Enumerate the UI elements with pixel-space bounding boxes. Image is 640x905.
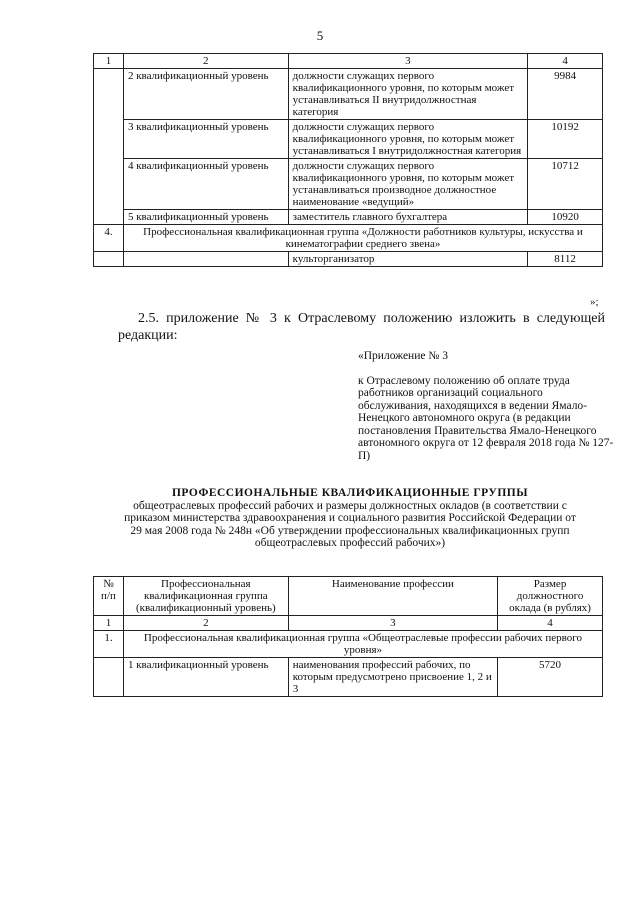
paragraph-text: 2.5. приложение № 3 к Отраслевому положению изложить в следующей редакции: xyxy=(118,311,605,343)
worker-salary-table xyxy=(93,576,603,697)
positions-cell: должности служащих первого квалификационного уровня, по которым может устанавливаться I внутридолжностная категория xyxy=(288,120,527,159)
level-cell xyxy=(123,252,288,267)
column-headers-row xyxy=(94,577,603,616)
salary-cell: 8112 xyxy=(528,252,603,267)
column-header: № п/п xyxy=(94,577,124,616)
closing-quote: »; xyxy=(590,296,599,308)
appendix-reference xyxy=(358,350,618,462)
positions-cell: должности служащих первого квалификационного уровня, по которым может устанавливаться производное должностное наименование «ведущий» xyxy=(288,159,527,210)
positions-cell: заместитель главного бухгалтера xyxy=(288,210,527,225)
level-cell: 1 квалификационный уровень xyxy=(123,658,288,697)
table-header-row xyxy=(94,616,603,631)
profession-cell: наименования профессий рабочих, по которым предусмотрено присвоение 1, 2 и 3 xyxy=(288,658,497,697)
table-row xyxy=(94,210,603,225)
header-cell: 2 xyxy=(123,54,288,69)
table-row xyxy=(94,658,603,697)
amendment-paragraph xyxy=(118,310,605,344)
header-cell: 1 xyxy=(94,616,124,631)
section-heading xyxy=(120,487,580,550)
table-header-row xyxy=(94,54,603,69)
salary-cell: 10192 xyxy=(528,120,603,159)
column-header: Наименование профессии xyxy=(288,577,497,616)
salary-cell: 10920 xyxy=(528,210,603,225)
header-cell: 3 xyxy=(288,54,527,69)
group-title-cell: Профессиональная квалификационная группа «Общеотраслевые профессии рабочих первого уровня» xyxy=(123,631,602,658)
group-number-cell: 1. xyxy=(94,631,124,658)
group-title-cell: Профессиональная квалификационная группа «Должности работников культуры, искусства и кинематографии среднего звена» xyxy=(123,225,602,252)
header-cell: 2 xyxy=(123,616,288,631)
appendix-title: «Приложение № 3 xyxy=(358,350,448,362)
positions-cell: должности служащих первого квалификационного уровня, по которым может устанавливаться II внутридолжностная категория xyxy=(288,69,527,120)
page-number: 5 xyxy=(316,28,324,43)
level-cell: 3 квалификационный уровень xyxy=(123,120,288,159)
table-row xyxy=(94,159,603,210)
group-number-cell: 4. xyxy=(94,225,124,252)
table-row xyxy=(94,252,603,267)
group-number-cell xyxy=(94,658,124,697)
level-cell: 4 квалификационный уровень xyxy=(123,159,288,210)
header-cell: 1 xyxy=(94,54,124,69)
table-row xyxy=(94,69,603,120)
salary-cell: 5720 xyxy=(498,658,603,697)
level-cell: 2 квалификационный уровень xyxy=(123,69,288,120)
salary-table-continued xyxy=(93,53,603,267)
group-title-row xyxy=(94,225,603,252)
table-row xyxy=(94,120,603,159)
column-header: Профессиональная квалификационная группа (квалификационный уровень) xyxy=(123,577,288,616)
level-cell: 5 квалификационный уровень xyxy=(123,210,288,225)
group-title-row xyxy=(94,631,603,658)
group-number-cell xyxy=(94,69,124,225)
salary-cell: 10712 xyxy=(528,159,603,210)
header-cell: 3 xyxy=(288,616,497,631)
header-cell: 4 xyxy=(498,616,603,631)
heading-title: ПРОФЕССИОНАЛЬНЫЕ КВАЛИФИКАЦИОННЫЕ ГРУППЫ xyxy=(171,487,529,499)
column-header: Размер должностного оклада (в рублях) xyxy=(498,577,603,616)
appendix-description: к Отраслевому положению об оплате труда работников организаций социального обслуживания, находящихся в ведении Ямало-Ненецкого автономного округа (в редакции постановления Правительства Ямало-Ненецкого автономного округа от 12 февраля 2018 года № 127-П) xyxy=(358,374,614,462)
group-number-cell xyxy=(94,252,124,267)
header-cell: 4 xyxy=(528,54,603,69)
positions-cell: культорганизатор xyxy=(288,252,527,267)
salary-cell: 9984 xyxy=(528,69,603,120)
heading-subtitle: общеотраслевых профессий рабочих и размеры должностных окладов (в соответствии с приказом министерства здравоохранения и социального развития Российской Федерации от 29 мая 2008 года № 248н «Об утверждении профессиональных квалификационных групп общеотраслевых профессий рабочих») xyxy=(124,499,576,549)
